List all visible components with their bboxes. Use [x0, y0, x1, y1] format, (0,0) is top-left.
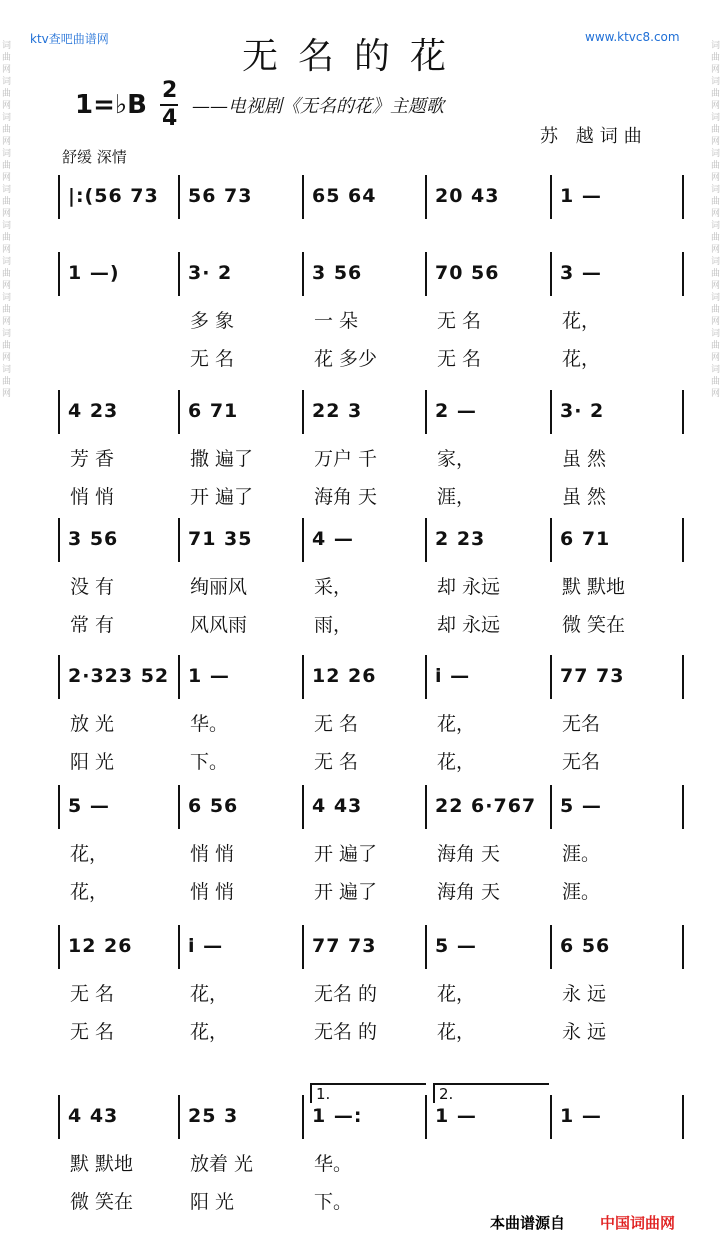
measure-notes: 6 71	[560, 528, 611, 550]
bar-line	[302, 518, 304, 562]
lyric-1: 花，	[562, 310, 601, 332]
lyric-1: 花，	[190, 983, 229, 1005]
lyric-2: 无 名	[437, 348, 482, 370]
bar-line	[682, 252, 684, 296]
bar-line	[302, 925, 304, 969]
bar-line	[682, 390, 684, 434]
bar-line	[58, 175, 60, 219]
lyric-1: 华。	[314, 1153, 353, 1175]
measure-notes: 6 56	[560, 935, 611, 957]
bar-line	[550, 518, 552, 562]
bar-line	[178, 1095, 180, 1139]
measure-notes: 5 —	[560, 795, 602, 817]
measure-notes: 4 43	[68, 1105, 119, 1127]
lyric-1: 放 光	[70, 713, 115, 735]
site-link-left[interactable]: ktv查吧曲谱网	[30, 32, 109, 46]
lyric-2: 阳 光	[190, 1191, 235, 1213]
bar-line	[302, 252, 304, 296]
measure-notes: 5 —	[435, 935, 477, 957]
measure-notes: 71 35	[188, 528, 253, 550]
lyric-2: 风风雨	[190, 614, 248, 636]
watermark-left: 词曲网词曲网词曲网词曲网词曲网词曲网词曲网词曲网词曲网词曲网	[2, 41, 12, 399]
measure-notes: 65 64	[312, 185, 377, 207]
lyric-2: 雨，	[314, 614, 353, 636]
lyric-1: 花，	[437, 713, 476, 735]
lyric-2: 无 名	[190, 348, 235, 370]
measure-notes: 12 26	[312, 665, 377, 687]
lyric-2: 花，	[437, 1021, 476, 1043]
measure-notes: |:(56 73	[68, 185, 159, 207]
lyric-2: 花，	[190, 1021, 229, 1043]
key-signature: 1=♭B	[75, 90, 147, 120]
site-link-right[interactable]: www.ktvc8.com	[585, 30, 680, 44]
time-sig-bottom: 4	[162, 106, 178, 131]
lyric-2: 微 笑在	[562, 614, 626, 636]
measure-notes: 1 —)	[68, 262, 120, 284]
lyric-2: 涯。	[562, 881, 601, 903]
bar-line	[302, 785, 304, 829]
lyric-1: 海角 天	[437, 843, 501, 865]
measure-notes: 4 —	[312, 528, 354, 550]
bar-line	[178, 390, 180, 434]
lyric-1: 万户 千	[314, 448, 378, 470]
volta-bracket: 2.	[433, 1083, 549, 1103]
lyric-1: 悄 悄	[190, 843, 235, 865]
bar-line	[425, 785, 427, 829]
lyric-1: 没 有	[70, 576, 115, 598]
lyric-2: 无名 的	[314, 1021, 378, 1043]
lyric-2: 海角 天	[437, 881, 501, 903]
watermark-right: 词曲网词曲网词曲网词曲网词曲网词曲网词曲网词曲网词曲网词曲网	[711, 41, 721, 399]
bar-line	[302, 390, 304, 434]
song-title: 无名的花	[242, 36, 467, 77]
measure-notes: 5 —	[68, 795, 110, 817]
measure-notes: i —	[188, 935, 224, 957]
lyric-2: 却 永远	[437, 614, 501, 636]
lyric-1: 一 朵	[314, 310, 359, 332]
bar-line	[58, 655, 60, 699]
lyric-1: 放着 光	[190, 1153, 254, 1175]
bar-line	[58, 925, 60, 969]
lyric-2: 花 多少	[314, 348, 378, 370]
lyric-2: 无 名	[314, 751, 359, 773]
bar-line	[178, 785, 180, 829]
bar-line	[302, 1095, 304, 1139]
bar-line	[178, 518, 180, 562]
bar-line	[178, 252, 180, 296]
lyric-1: 采，	[314, 576, 353, 598]
measure-notes: 3 56	[68, 528, 119, 550]
measure-notes: 1 —	[435, 1105, 477, 1127]
bar-line	[58, 785, 60, 829]
measure-notes: 25 3	[188, 1105, 239, 1127]
lyric-2: 无名	[562, 751, 601, 773]
bar-line	[302, 655, 304, 699]
lyric-2: 花，	[562, 348, 601, 370]
lyric-2: 阳 光	[70, 751, 115, 773]
lyric-1: 芳 香	[70, 448, 115, 470]
lyric-1: 无 名	[437, 310, 482, 332]
bar-line	[682, 518, 684, 562]
lyric-1: 华。	[190, 713, 229, 735]
lyric-1: 开 遍了	[314, 843, 378, 865]
measure-notes: 1 —	[560, 1105, 602, 1127]
bar-line	[178, 655, 180, 699]
bar-line	[178, 175, 180, 219]
lyric-1: 花，	[437, 983, 476, 1005]
lyric-1: 家，	[437, 448, 476, 470]
measure-notes: 3 56	[312, 262, 363, 284]
bar-line	[302, 175, 304, 219]
bar-line	[550, 252, 552, 296]
measure-notes: 1 —:	[312, 1105, 363, 1127]
bar-line	[550, 1095, 552, 1139]
lyric-2: 无 名	[70, 1021, 115, 1043]
measure-notes: 77 73	[560, 665, 625, 687]
lyric-1: 涯。	[562, 843, 601, 865]
lyric-2: 常 有	[70, 614, 115, 636]
bar-line	[550, 175, 552, 219]
measure-notes: 22 6·767	[435, 795, 537, 817]
bar-line	[425, 655, 427, 699]
bar-line	[682, 1095, 684, 1139]
measure-notes: 2·323 52	[68, 665, 170, 687]
lyric-1: 花，	[70, 843, 109, 865]
lyric-2: 悄 悄	[70, 486, 115, 508]
lyric-2: 悄 悄	[190, 881, 235, 903]
lyric-1: 多 象	[190, 310, 235, 332]
bar-line	[425, 390, 427, 434]
measure-notes: 12 26	[68, 935, 133, 957]
measure-notes: 3· 2	[560, 400, 605, 422]
lyric-2: 微 笑在	[70, 1191, 134, 1213]
lyric-1: 无 名	[70, 983, 115, 1005]
measure-notes: 22 3	[312, 400, 363, 422]
lyric-2: 永 远	[562, 1021, 607, 1043]
lyric-2: 下。	[314, 1191, 353, 1213]
lyric-1: 默 默地	[70, 1153, 134, 1175]
measure-notes: 1 —	[188, 665, 230, 687]
lyric-2: 开 遍了	[190, 486, 254, 508]
lyric-1: 默 默地	[562, 576, 626, 598]
subtitle: ——电视剧《无名的花》主题歌	[192, 96, 444, 117]
bar-line	[425, 518, 427, 562]
author-credit: 苏 越词曲	[540, 126, 648, 147]
bar-line	[550, 925, 552, 969]
lyric-2: 下。	[190, 751, 229, 773]
lyric-1: 无名 的	[314, 983, 378, 1005]
measure-notes: i —	[435, 665, 471, 687]
volta-bracket: 1.	[310, 1083, 426, 1103]
measure-notes: 70 56	[435, 262, 500, 284]
measure-notes: 77 73	[312, 935, 377, 957]
measure-notes: 6 56	[188, 795, 239, 817]
measure-notes: 6 71	[188, 400, 239, 422]
bar-line	[58, 1095, 60, 1139]
bar-line	[550, 390, 552, 434]
measure-notes: 3 —	[560, 262, 602, 284]
lyric-1: 虽 然	[562, 448, 607, 470]
source-site-link[interactable]: 中国词曲网	[600, 1214, 676, 1232]
lyric-1: 撒 遍了	[190, 448, 254, 470]
bar-line	[58, 518, 60, 562]
source-label: 本曲谱源自	[490, 1214, 566, 1232]
measure-notes: 56 73	[188, 185, 253, 207]
measure-notes: 1 —	[560, 185, 602, 207]
lyric-1: 却 永远	[437, 576, 501, 598]
measure-notes: 2 —	[435, 400, 477, 422]
lyric-1: 绚丽风	[190, 576, 248, 598]
lyric-1: 无名	[562, 713, 601, 735]
bar-line	[682, 175, 684, 219]
bar-line	[425, 175, 427, 219]
lyric-2: 花，	[70, 881, 109, 903]
bar-line	[682, 785, 684, 829]
lyric-2: 虽 然	[562, 486, 607, 508]
measure-notes: 4 43	[312, 795, 363, 817]
bar-line	[58, 390, 60, 434]
bar-line	[550, 655, 552, 699]
measure-notes: 2 23	[435, 528, 486, 550]
lyric-2: 花，	[437, 751, 476, 773]
lyric-1: 永 远	[562, 983, 607, 1005]
bar-line	[178, 925, 180, 969]
lyric-2: 涯，	[437, 486, 476, 508]
tempo-marking: 舒缓 深情	[62, 148, 127, 166]
bar-line	[58, 252, 60, 296]
lyric-2: 海角 天	[314, 486, 378, 508]
bar-line	[425, 252, 427, 296]
lyric-2: 开 遍了	[314, 881, 378, 903]
measure-notes: 4 23	[68, 400, 119, 422]
time-sig-top: 2	[162, 78, 178, 103]
measure-notes: 3· 2	[188, 262, 233, 284]
bar-line	[550, 785, 552, 829]
bar-line	[682, 925, 684, 969]
bar-line	[682, 655, 684, 699]
lyric-1: 无 名	[314, 713, 359, 735]
bar-line	[425, 925, 427, 969]
measure-notes: 20 43	[435, 185, 500, 207]
